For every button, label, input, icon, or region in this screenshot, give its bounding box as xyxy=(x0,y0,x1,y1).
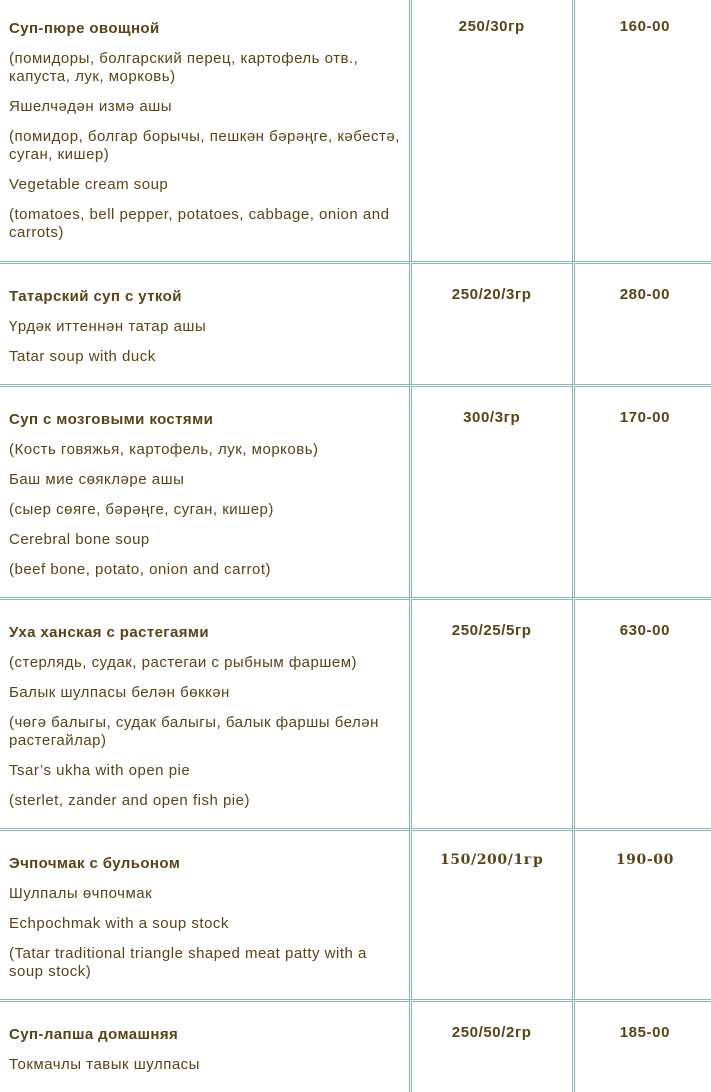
dish-weight: 300/3гр xyxy=(463,409,521,426)
dish-description-line: (сыер сөяге, бәрәңге, суган, кишер) xyxy=(9,501,274,518)
dish-price: 170-00 xyxy=(619,409,671,426)
price-cell xyxy=(572,828,711,999)
dish-description-line: Баш мие сөякләре ашы xyxy=(9,471,185,488)
dish-title: Татарский суп с уткой xyxy=(9,288,182,305)
dish-description-line: (Кость говяжья, картофель, лук, морковь) xyxy=(9,441,319,458)
dish-description-line: Echpochmak with a soup stock xyxy=(9,915,229,932)
dish-description-line: Vegetable cream soup xyxy=(9,176,169,193)
dish-title: Уха ханская с растегаями xyxy=(9,624,209,641)
dish-price: 190-00 xyxy=(615,852,674,868)
dish-description-line: Tatar soup with duck xyxy=(9,348,156,365)
dish-title: Суп с мозговыми костями xyxy=(9,411,214,428)
dish-description-line: Cerebral bone soup xyxy=(9,531,150,548)
price-cell xyxy=(572,999,711,1092)
dish-price: 185-00 xyxy=(619,1024,671,1041)
dish-weight: 250/30гр xyxy=(458,18,525,35)
price-cell xyxy=(572,384,711,597)
menu-row xyxy=(0,828,711,999)
menu-row xyxy=(0,597,711,828)
dish-description-line: (помидор, болгар борычы, пешкән бәрәңге, кәбестә, суган, кишер) xyxy=(9,128,400,163)
dish-weight: 150/200/1гр xyxy=(439,852,544,868)
dish-price: 280-00 xyxy=(619,286,671,303)
dish-description-line: Tsar’s ukha with open pie xyxy=(9,762,191,779)
dish-title: Эчпочмак с бульоном xyxy=(9,855,181,872)
dish-title: Суп-лапша домашняя xyxy=(9,1026,179,1043)
weight-cell xyxy=(409,0,572,261)
dish-description-line: (Tatar traditional triangle shaped meat patty with a soup stock) xyxy=(9,945,367,980)
dish-cell xyxy=(0,261,409,384)
dish-description-line: (помидоры, болгарский перец, картофель отв., капуста, лук, морковь) xyxy=(9,50,359,85)
dish-description-line: (tomatoes, bell pepper, potatoes, cabbage, onion and carrots) xyxy=(9,206,390,241)
dish-description-line: Шулпалы өчпочмак xyxy=(9,885,153,902)
dish-price: 630-00 xyxy=(619,622,671,639)
dish-cell xyxy=(0,828,409,999)
weight-cell xyxy=(409,597,572,828)
dish-description-line: Балык шулпасы белән бөккән xyxy=(9,684,230,701)
weight-cell xyxy=(409,828,572,999)
price-cell xyxy=(572,0,711,261)
dish-description-line: Үрдәк иттеннән татар ашы xyxy=(9,318,207,335)
price-cell xyxy=(572,261,711,384)
dish-weight: 250/20/3гр xyxy=(451,286,532,303)
dish-title: Суп-пюре овощной xyxy=(9,20,160,37)
menu-row xyxy=(0,384,711,597)
dish-cell xyxy=(0,597,409,828)
menu-row xyxy=(0,0,711,261)
dish-description-line: Токмачлы тавык шулпасы xyxy=(9,1056,200,1073)
dish-description-line: Яшелчәдән измә ашы xyxy=(9,98,173,115)
weight-cell xyxy=(409,999,572,1092)
dish-description-line: (стерлядь, судак, растегаи с рыбным фаршем) xyxy=(9,654,358,671)
dish-description-line: (чөгә балыгы, судак балыгы, балык фаршы белән растегайлар) xyxy=(9,714,379,749)
weight-cell xyxy=(409,261,572,384)
menu-row xyxy=(0,999,711,1092)
dish-cell xyxy=(0,999,409,1092)
dish-description-line: (beef bone, potato, onion and carrot) xyxy=(9,561,272,578)
dish-weight: 250/25/5гр xyxy=(451,622,532,639)
dish-price: 160-00 xyxy=(619,18,671,35)
weight-cell xyxy=(409,384,572,597)
dish-cell xyxy=(0,384,409,597)
menu-row xyxy=(0,261,711,384)
dish-cell xyxy=(0,0,409,261)
price-cell xyxy=(572,597,711,828)
dish-description-line: (sterlet, zander and open fish pie) xyxy=(9,792,250,809)
dish-weight: 250/50/2гр xyxy=(451,1024,532,1041)
